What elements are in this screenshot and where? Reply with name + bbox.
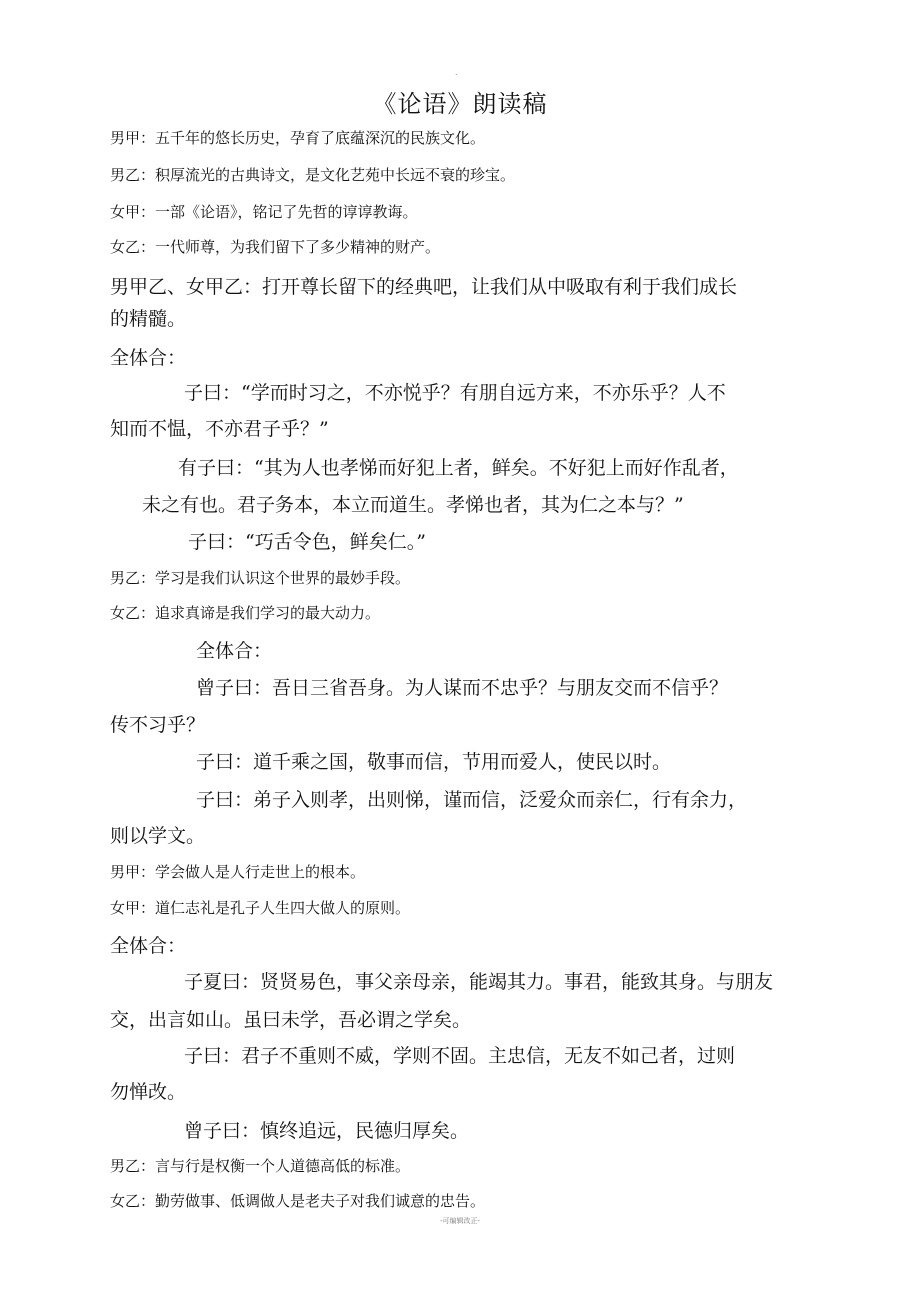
text-line: 男甲：学会做人是人行走世上的根本。 — [110, 863, 366, 881]
text-line: 全体合： — [110, 935, 187, 957]
text-line: 传不习乎？ — [110, 714, 206, 736]
text-line: 男甲：五千年的悠长历史，孕育了底蕴深沉的民族文化。 — [110, 129, 486, 147]
text-line: 女乙：勤劳做事、低调做人是老夫子对我们诚意的忠告。 — [110, 1192, 486, 1210]
text-line: 曾子曰：吾日三省吾身。为人谋而不忠乎？与朋友交而不信乎？ — [196, 677, 729, 699]
text-line: 子夏曰：贤贤易色，事父亲母亲，能竭其力。事君，能致其身。与朋友 — [184, 971, 774, 993]
text-line: 女甲：道仁志礼是孔子人生四大做人的原则。 — [110, 899, 411, 917]
text-line: 全体合： — [196, 640, 273, 662]
text-line: 男乙：学习是我们认识这个世界的最妙手段。 — [110, 569, 411, 587]
text-line: 全体合： — [110, 347, 187, 369]
text-line: 有子曰：“其为人也孝悌而好犯上者，鲜矣。不好犯上而好作乱者， — [178, 457, 739, 479]
text-line: 知而不愠，不亦君子乎？” — [110, 418, 329, 440]
text-line: 则以学文。 — [110, 825, 206, 847]
text-line: 子曰：“巧舌令色，鲜矣仁。” — [188, 531, 426, 553]
page-footer: -可编辑改正- — [440, 1217, 480, 1225]
text-line: 女乙：追求真谛是我们学习的最大动力。 — [110, 604, 381, 622]
text-line: 男甲乙、女甲乙：打开尊长留下的经典吧，让我们从中吸取有利于我们成长 — [110, 276, 738, 298]
text-line: 交，出言如山。虽曰未学，吾必谓之学矣。 — [110, 1009, 472, 1031]
text-line: 勿惮改。 — [110, 1081, 187, 1103]
text-line: 子曰：君子不重则不威，学则不固。主忠信，无友不如己者，过则 — [184, 1045, 736, 1067]
text-line: 女甲：一部《论语》，铭记了先哲的谆谆教诲。 — [110, 203, 418, 221]
text-line: 子曰：“学而时习之，不亦悦乎？有朋自远方来，不亦乐乎？人不 — [184, 382, 726, 404]
text-line: 未之有也。君子务本，本立而道生。孝悌也者，其为仁之本与？” — [142, 494, 684, 516]
document-title: 《论语》朗读稿 — [372, 90, 548, 118]
header-dot: . — [455, 68, 458, 77]
text-line: 男乙：言与行是权衡一个人道德高低的标准。 — [110, 1157, 411, 1175]
text-line: 子曰：弟子入则孝，出则悌，谨而信，泛爱众而亲仁，行有余力， — [196, 789, 748, 811]
text-line: 男乙：积厚流光的古典诗文，是文化艺苑中长远不衰的珍宝。 — [110, 166, 516, 184]
text-line: 子曰：道千乘之国，敬事而信，节用而爱人，使民以时。 — [196, 751, 672, 773]
text-line: 的精髓。 — [110, 308, 187, 330]
text-line: 曾子曰：慎终追远，民德归厚矣。 — [184, 1120, 470, 1142]
text-line: 女乙：一代师尊，为我们留下了多少精神的财产。 — [110, 238, 441, 256]
